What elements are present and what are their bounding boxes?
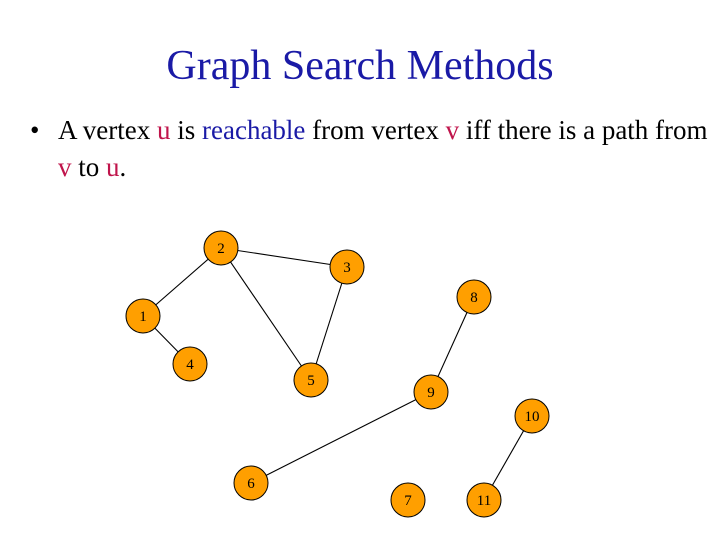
vertex-7 [391, 483, 425, 517]
vertices-layer [126, 231, 549, 517]
text-segment: A vertex [58, 115, 157, 145]
vertex-label: 5 [307, 373, 315, 389]
variable-v: v [58, 152, 72, 182]
vertex-4 [173, 347, 207, 381]
vertex-5 [294, 363, 328, 397]
vertex-9 [414, 375, 448, 409]
vertex-label: 11 [476, 493, 492, 509]
bullet-marker: • [30, 115, 40, 145]
text-segment: is [170, 115, 202, 145]
term-reachable: reachable [202, 115, 306, 145]
vertex-10 [515, 399, 549, 433]
edge-9-6 [251, 392, 431, 483]
vertex-label: 6 [247, 476, 255, 492]
vertex-label: 3 [343, 260, 351, 276]
edge-2-3 [221, 248, 347, 267]
vertex-label: 7 [404, 493, 412, 509]
vertex-3 [330, 250, 364, 284]
vertex-label: 2 [217, 241, 225, 257]
vertex-8 [457, 280, 491, 314]
text-segment: iff there is a path from [459, 115, 708, 145]
vertex-6 [234, 466, 268, 500]
vertex-label: 1 [139, 309, 147, 325]
variable-u: u [106, 152, 120, 182]
vertex-label: 9 [427, 385, 435, 401]
edge-3-5 [311, 267, 347, 380]
vertex-11 [467, 483, 501, 517]
vertex-label: 4 [186, 357, 194, 373]
vertex-label: 8 [470, 290, 478, 306]
vertex-label: 10 [524, 409, 540, 425]
variable-v: v [445, 115, 460, 145]
text-segment: to [71, 152, 107, 182]
variable-u: u [156, 115, 171, 145]
edge-2-5 [221, 248, 311, 380]
text-segment: from vertex [305, 115, 446, 145]
vertex-2 [204, 231, 238, 265]
vertex-1 [126, 299, 160, 333]
slide-title: Graph Search Methods [166, 43, 554, 89]
text-segment: . [119, 152, 127, 182]
